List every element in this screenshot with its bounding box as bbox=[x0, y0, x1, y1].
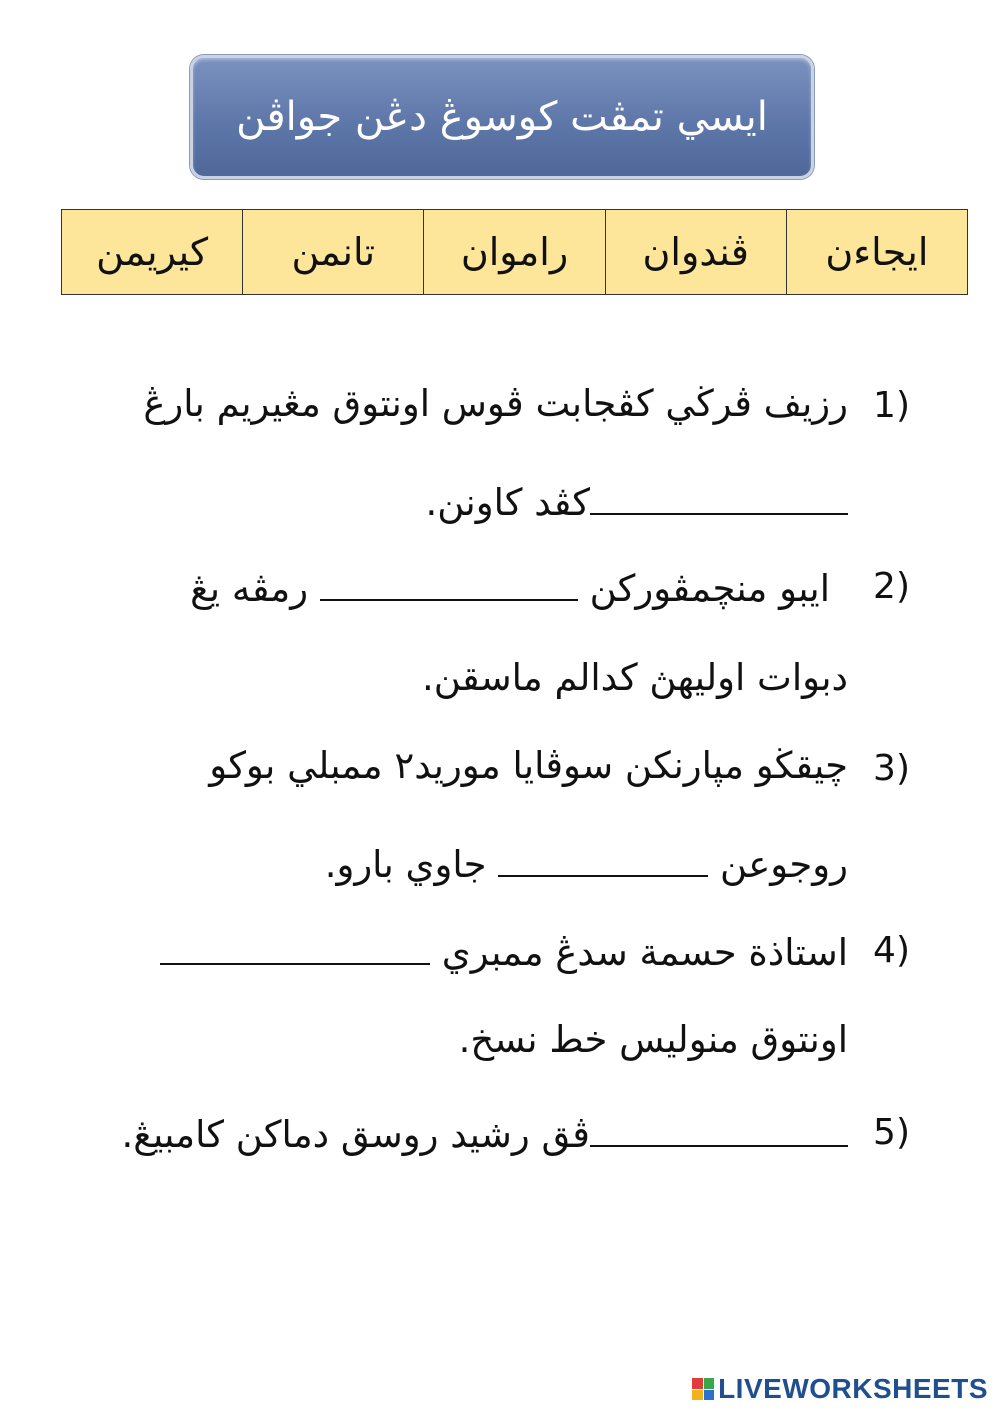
question-number: 5) bbox=[873, 1112, 910, 1153]
answer-blank[interactable] bbox=[320, 562, 578, 601]
question-number: 4) bbox=[873, 930, 910, 971]
question-text: چيقڬو مپارنكن سوڤايا موريد٢ ممبلي بوكو bbox=[209, 744, 848, 787]
question-text: روجوعن bbox=[720, 843, 848, 886]
answer-blank[interactable] bbox=[590, 1108, 848, 1147]
answer-blank[interactable] bbox=[160, 926, 430, 965]
question-text: دبوات اوليهڽ كدالم ماسقن. bbox=[421, 656, 848, 699]
brand-name: LIVEWORKSHEETS bbox=[718, 1373, 988, 1404]
liveworksheets-brand bbox=[692, 1373, 988, 1405]
title-banner bbox=[190, 55, 814, 179]
word-bank bbox=[61, 209, 968, 295]
question-text: اونتوق منوليس خط نسخ. bbox=[458, 1018, 848, 1061]
question-line bbox=[122, 1108, 848, 1156]
word-bank-item: تانمن bbox=[242, 210, 423, 294]
question-text: رمڤه يڠ bbox=[190, 567, 309, 610]
question-line bbox=[160, 926, 848, 974]
question-text: ڤق رشيد روسق دماكن كامبيڠ. bbox=[121, 1113, 590, 1156]
question-number: 3) bbox=[873, 748, 910, 789]
question-text: رزيف ڤرڬي كڤجابت ڤوس اونتوق مڠيريم بارڠ bbox=[143, 382, 848, 425]
answer-blank[interactable] bbox=[590, 476, 848, 515]
word-bank-item: ڤندوان bbox=[605, 210, 786, 294]
question-line bbox=[426, 476, 849, 524]
answer-blank[interactable] bbox=[498, 838, 708, 877]
question-line bbox=[325, 838, 848, 886]
liveworksheets-logo-icon bbox=[692, 1378, 714, 1400]
question-text: كڤد كاونن. bbox=[425, 481, 590, 524]
word-bank-item: راموان bbox=[423, 210, 604, 294]
question-text: جاوي بارو. bbox=[324, 843, 487, 886]
question-number: 1) bbox=[873, 385, 910, 426]
question-text: استاذة حسمة سدڠ ممبري bbox=[441, 931, 848, 974]
question-line bbox=[190, 562, 830, 610]
word-bank-item: كيريمن bbox=[96, 230, 209, 274]
question-text: ايبو منچمڤوركن bbox=[589, 567, 830, 610]
question-number: 2) bbox=[873, 566, 910, 607]
word-bank-item: ايجاءن bbox=[786, 210, 967, 294]
worksheet-title: ايسي تمڤت كوسوڠ دڠن جواڤن bbox=[236, 94, 768, 140]
